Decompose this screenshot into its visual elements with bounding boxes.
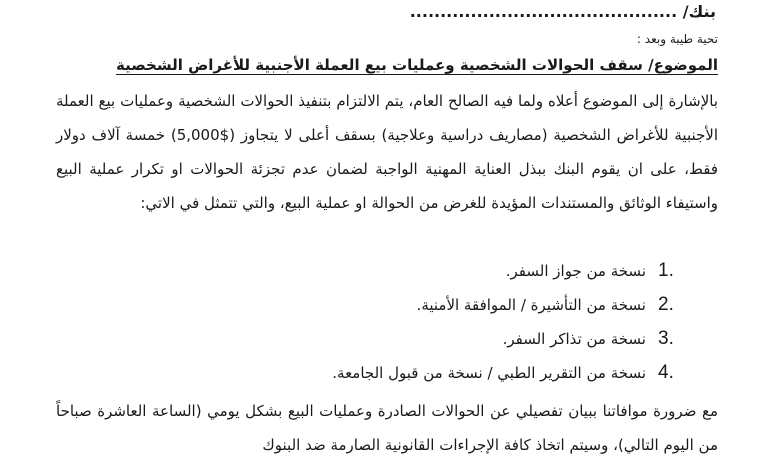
list-item bbox=[56, 356, 718, 390]
body-paragraph-1: بالإشارة إلى الموضوع أعلاه ولما فيه الصالح العام، يتم الالتزام بتنفيذ الحوالات الشخصية وعمليات بيع العملة الأجنبية للأغراض الشخصية (مصاريف دراسية وعلاجية) بسقف أعلى لا يتجاوز ($5,000) خمسة آلاف دولار فقط، على ان يقوم البنك ببذل العناية المهنية الواجبة لضمان عدم تجزئة الحوالات او تكرار عملية البيع واستيفاء الوثائق والمستندات المؤيدة للغرض من الحوالة او عملية البيع، والتي تتمثل في الاتي: bbox=[56, 92, 718, 212]
subject-line: الموضوع/ سقف الحوالات الشخصية وعمليات بيع العملة الأجنبية للأغراض الشخصية bbox=[116, 56, 718, 74]
required-documents-list bbox=[56, 254, 718, 390]
list-item-text: نسخة من التأشيرة / الموافقة الأمنية. bbox=[416, 296, 646, 314]
list-item bbox=[56, 288, 718, 322]
list-item bbox=[56, 254, 718, 288]
bank-line bbox=[410, 2, 716, 21]
bank-name-blank: ............................................ bbox=[409, 2, 678, 21]
list-item-number: 1. bbox=[658, 260, 674, 281]
list-item-text: نسخة من جواز السفر. bbox=[505, 262, 646, 280]
bank-label: بنك/ bbox=[682, 2, 716, 21]
list-item-number: 3. bbox=[658, 328, 674, 349]
greeting: تحية طيبة وبعد : bbox=[636, 32, 718, 46]
list-item-number: 2. bbox=[658, 294, 674, 315]
body-paragraph-2: مع ضرورة موافاتنا ببيان تفصيلي عن الحوالات الصادرة وعمليات البيع بشكل يومي (الساعة العاشرة صباحاً من اليوم التالي)، وسيتم اتخاذ كافة الإجراءات القانونية الصارمة ضد البنوك bbox=[56, 402, 718, 454]
list-item-text: نسخة من تذاكر السفر. bbox=[502, 330, 646, 348]
list-item bbox=[56, 322, 718, 356]
list-item-number: 4. bbox=[658, 362, 674, 383]
list-item-text: نسخة من التقرير الطبي / نسخة من قبول الجامعة. bbox=[332, 364, 646, 382]
